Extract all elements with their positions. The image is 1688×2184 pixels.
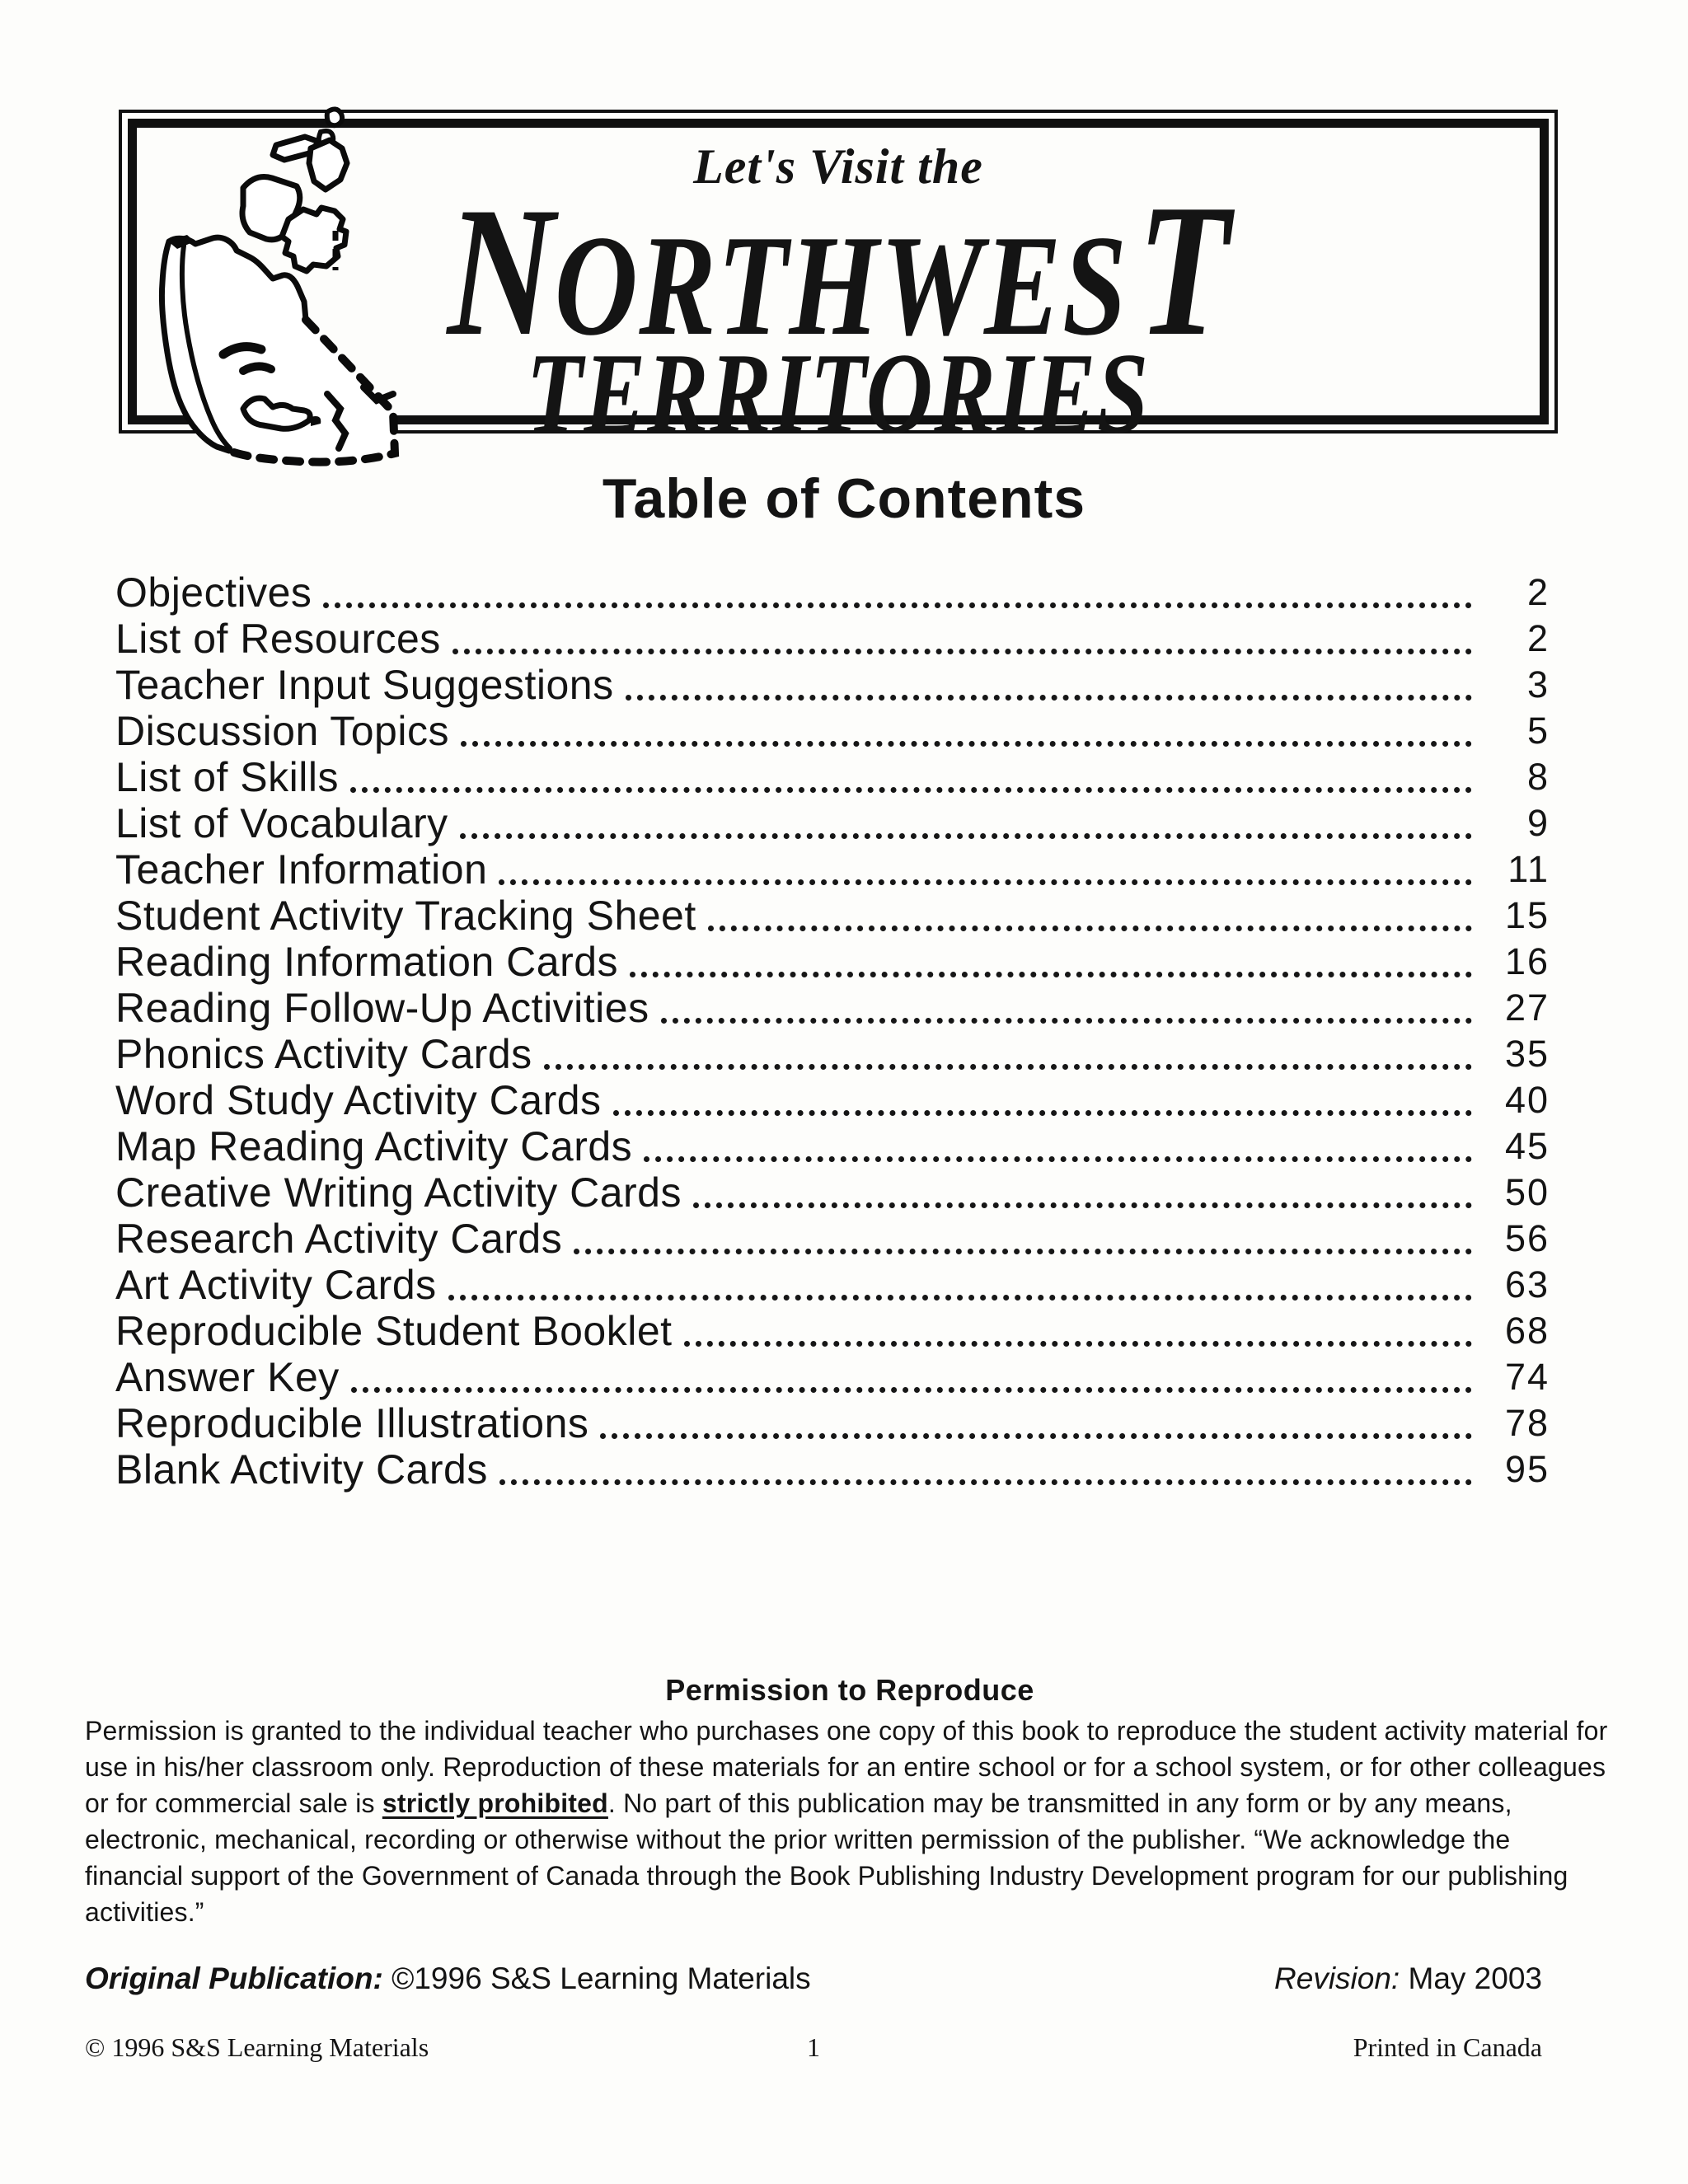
toc-leader-dots [613, 1110, 1472, 1116]
toc-entry-label: Teacher Information [115, 846, 488, 893]
toc-entry-page: 45 [1504, 1125, 1550, 1167]
toc-entry-page: 50 [1504, 1171, 1550, 1213]
book-title-line2: TERRITORIES [526, 329, 1151, 457]
toc-entry-label: Reproducible Student Booklet [115, 1308, 673, 1354]
toc-entry-label: Reproducible Illustrations [115, 1400, 589, 1446]
toc-leader-dots [661, 1018, 1472, 1024]
toc-leader-dots [708, 926, 1472, 931]
toc-entry-label: Word Study Activity Cards [115, 1077, 602, 1123]
footer-printed-in: Printed in Canada [1353, 2032, 1542, 2062]
revision [1274, 1961, 1542, 1996]
toc-entry-page: 78 [1504, 1402, 1550, 1444]
toc-entry-label: Teacher Input Suggestions [115, 662, 614, 708]
book-title-last-letter: T [1137, 165, 1230, 375]
toc-leader-dots [460, 833, 1472, 839]
toc-row [115, 800, 1550, 846]
toc-entry-label: Reading Follow-Up Activities [115, 985, 649, 1031]
toc-row [115, 1033, 1550, 1075]
original-publication-value: ©1996 S&S Learning Materials [392, 1961, 811, 1995]
toc-entry-page: 35 [1504, 1033, 1550, 1075]
revision-value: May 2003 [1408, 1961, 1542, 1995]
toc-entry-page: 2 [1526, 617, 1550, 659]
tagline: Let's Visit the [693, 139, 983, 194]
toc-entry-page: 15 [1504, 894, 1550, 936]
footer-page-number: 1 [807, 2032, 820, 2062]
toc-leader-dots [461, 741, 1472, 747]
toc-heading: Table of Contents [602, 467, 1086, 530]
toc-entry-label: Blank Activity Cards [115, 1446, 488, 1493]
original-publication-label: Original Publication: [85, 1961, 383, 1995]
toc-entry-label: List of Resources [115, 616, 441, 662]
toc-entry-page: 56 [1504, 1217, 1550, 1259]
book-title-mid: ORTHWES [554, 205, 1128, 365]
toc-entry-page: 40 [1504, 1079, 1550, 1121]
publication-row [85, 1961, 1542, 1996]
toc-row [115, 1400, 1550, 1446]
permission-body [85, 1713, 1615, 1930]
toc-leader-dots [499, 1479, 1472, 1485]
northwest-territories-map-icon [120, 81, 492, 497]
toc-entry-page: 5 [1526, 710, 1550, 752]
toc-entry-page: 2 [1526, 571, 1550, 613]
toc-leader-dots [600, 1433, 1472, 1439]
toc-row [115, 616, 1550, 662]
toc-entry-label: Student Activity Tracking Sheet [115, 893, 696, 939]
toc-entry-label: Answer Key [115, 1354, 340, 1400]
toc-leader-dots [452, 649, 1472, 654]
toc-row [115, 1446, 1550, 1493]
toc-row [115, 710, 1550, 752]
permission-heading: Permission to Reproduce [665, 1673, 1034, 1707]
toc-entry-page: 95 [1504, 1448, 1550, 1490]
toc-row [115, 1262, 1550, 1308]
toc-entry-page: 27 [1504, 987, 1550, 1029]
toc-row [115, 1123, 1550, 1169]
toc-leader-dots [630, 972, 1472, 977]
toc-entry-label: Reading Information Cards [115, 939, 619, 985]
toc-leader-dots [350, 787, 1472, 793]
toc-entry-label: List of Vocabulary [115, 800, 448, 846]
toc-leader-dots [544, 1064, 1472, 1070]
toc-row [115, 846, 1550, 893]
toc-leader-dots [626, 695, 1472, 701]
toc-row [115, 1216, 1550, 1262]
toc-entry-page: 63 [1504, 1263, 1550, 1305]
toc-entry-page: 68 [1504, 1310, 1550, 1352]
toc-row [115, 569, 1550, 616]
toc-row [115, 1310, 1550, 1352]
toc-entry-page: 11 [1507, 848, 1550, 890]
revision-label: Revision: [1274, 1961, 1400, 1995]
toc-entry-page: 16 [1504, 940, 1550, 982]
toc-row [115, 939, 1550, 985]
toc-leader-dots [448, 1295, 1472, 1301]
toc-leader-dots [693, 1202, 1472, 1208]
toc-entry-label: Research Activity Cards [115, 1216, 563, 1262]
permission-body-emphasis: strictly prohibited [382, 1788, 608, 1818]
toc-row [115, 1354, 1550, 1400]
toc-row [115, 662, 1550, 708]
toc-entry-label: Creative Writing Activity Cards [115, 1169, 682, 1216]
toc-leader-dots [323, 602, 1472, 608]
toc-entry-page: 9 [1526, 802, 1550, 844]
permission-body-after: . No part of this publication may be transmitted in any form or by any means, electronic, mechanical, recording or otherwise without the prior written permission of the publisher. “We acknowledge the financial support of the Government of Canada through the Book Publishing Industry Development program for our publishing activities.” [85, 1788, 1568, 1927]
permission-section [85, 1673, 1615, 1930]
toc-leader-dots [499, 879, 1472, 885]
toc-leader-dots [684, 1341, 1472, 1347]
toc-leader-dots [574, 1249, 1472, 1254]
book-title-first-letter: N [447, 168, 555, 374]
original-publication [85, 1961, 811, 1996]
toc-row [115, 987, 1550, 1029]
toc-row [115, 1169, 1550, 1216]
toc-row [115, 893, 1550, 939]
toc-entry-page: 8 [1526, 756, 1550, 798]
toc-entry-label: Art Activity Cards [115, 1262, 437, 1308]
permission-body-before: Permission is granted to the individual teacher who purchases one copy of this book to reproduce the student activity material for use in his/her classroom only. Reproduction of these materials for an entire school or for a school system, or for other colleagues or for commercial sale is [85, 1716, 1608, 1818]
toc-leader-dots [351, 1387, 1472, 1393]
footer-copyright: © 1996 S&S Learning Materials [85, 2032, 429, 2062]
toc-entry-label: Map Reading Activity Cards [115, 1123, 633, 1169]
toc-entry-label: Phonics Activity Cards [115, 1031, 532, 1077]
toc-list [115, 569, 1550, 1493]
toc-entry-page: 3 [1526, 663, 1550, 705]
toc-entry-label: Objectives [115, 569, 312, 616]
toc-row [115, 754, 1550, 800]
toc-entry-label: List of Skills [115, 754, 339, 800]
toc-row [115, 1077, 1550, 1123]
toc-leader-dots [644, 1156, 1472, 1162]
toc-entry-label: Discussion Topics [115, 708, 449, 754]
toc-entry-page: 74 [1504, 1356, 1550, 1398]
